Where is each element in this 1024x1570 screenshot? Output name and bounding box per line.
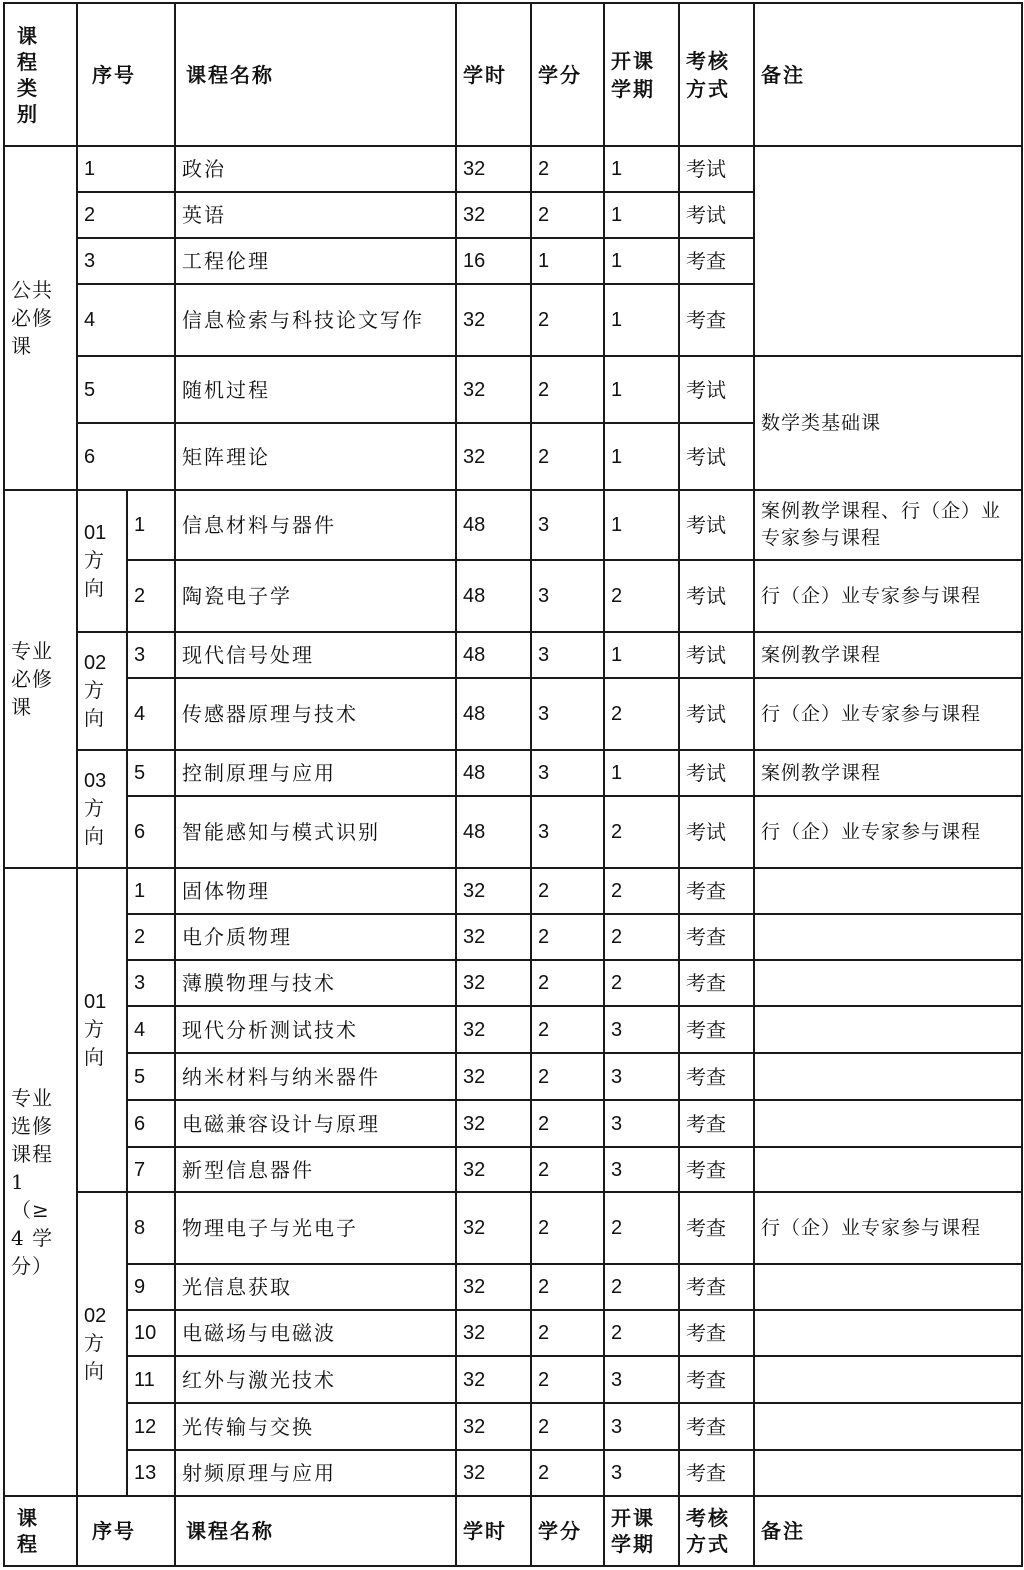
course-credits: 3 bbox=[531, 750, 604, 796]
course-term: 1 bbox=[604, 192, 679, 238]
table-row bbox=[4, 356, 1022, 423]
course-no: 8 bbox=[127, 1192, 175, 1264]
course-no: 3 bbox=[127, 632, 175, 678]
course-no: 4 bbox=[127, 1006, 175, 1053]
course-note bbox=[754, 868, 1022, 914]
course-name: 矩阵理论 bbox=[175, 423, 456, 490]
course-no: 12 bbox=[127, 1403, 175, 1450]
course-term: 3 bbox=[604, 1053, 679, 1100]
header-term bbox=[604, 3, 679, 146]
math-note: 数学类基础课 bbox=[754, 356, 1022, 490]
course-exam: 考查 bbox=[679, 1100, 754, 1147]
course-exam: 考查 bbox=[679, 1403, 754, 1450]
course-name: 薄膜物理与技术 bbox=[175, 960, 456, 1006]
category-public bbox=[4, 146, 77, 490]
header-row bbox=[4, 3, 1022, 146]
footer-header-term bbox=[604, 1496, 679, 1566]
course-name: 工程伦理 bbox=[175, 238, 456, 284]
course-note: 案例教学课程、行（企）业专家参与课程 bbox=[754, 490, 1022, 560]
course-note bbox=[754, 1356, 1022, 1403]
header-exam-label: 考核 方式 bbox=[686, 48, 730, 101]
course-note: 案例教学课程 bbox=[754, 750, 1022, 796]
table-row bbox=[4, 1192, 1022, 1264]
course-term: 2 bbox=[604, 960, 679, 1006]
course-hours: 32 bbox=[456, 1053, 531, 1100]
course-name: 政治 bbox=[175, 146, 456, 192]
course-credits: 3 bbox=[531, 632, 604, 678]
course-note bbox=[754, 960, 1022, 1006]
course-name: 智能感知与模式识别 bbox=[175, 796, 456, 868]
table-row bbox=[4, 1403, 1022, 1450]
course-term: 2 bbox=[604, 1310, 679, 1356]
course-note bbox=[754, 1053, 1022, 1100]
header-index-label: 序号 bbox=[92, 62, 136, 87]
course-note: 行（企）业专家参与课程 bbox=[754, 678, 1022, 750]
course-hours: 32 bbox=[456, 284, 531, 356]
course-name: 陶瓷电子学 bbox=[175, 560, 456, 632]
course-no: 10 bbox=[127, 1310, 175, 1356]
course-credits: 3 bbox=[531, 796, 604, 868]
course-credits: 2 bbox=[531, 1192, 604, 1264]
course-hours: 32 bbox=[456, 1310, 531, 1356]
course-term: 1 bbox=[604, 490, 679, 560]
course-credits: 3 bbox=[531, 560, 604, 632]
course-hours: 48 bbox=[456, 796, 531, 868]
course-exam: 考试 bbox=[679, 146, 754, 192]
course-credits: 3 bbox=[531, 490, 604, 560]
course-term: 3 bbox=[604, 1006, 679, 1053]
table-row bbox=[4, 796, 1022, 868]
footer-header-index bbox=[77, 1496, 175, 1566]
course-name: 纳米材料与纳米器件 bbox=[175, 1053, 456, 1100]
table-row bbox=[4, 560, 1022, 632]
course-name: 红外与激光技术 bbox=[175, 1356, 456, 1403]
table-row bbox=[4, 868, 1022, 914]
course-term: 3 bbox=[604, 1403, 679, 1450]
course-exam: 考试 bbox=[679, 678, 754, 750]
category-major-required bbox=[4, 490, 77, 868]
course-term: 3 bbox=[604, 1147, 679, 1192]
course-term: 2 bbox=[604, 1264, 679, 1310]
course-term: 1 bbox=[604, 284, 679, 356]
header-credits bbox=[531, 3, 604, 146]
course-exam: 考试 bbox=[679, 796, 754, 868]
course-exam: 考试 bbox=[679, 423, 754, 490]
course-term: 2 bbox=[604, 796, 679, 868]
course-no: 4 bbox=[77, 284, 175, 356]
course-no: 7 bbox=[127, 1147, 175, 1192]
course-hours: 32 bbox=[456, 868, 531, 914]
course-hours: 32 bbox=[456, 1264, 531, 1310]
table-row bbox=[4, 1053, 1022, 1100]
course-name: 传感器原理与技术 bbox=[175, 678, 456, 750]
course-no: 1 bbox=[77, 146, 175, 192]
course-note bbox=[754, 914, 1022, 960]
course-note bbox=[754, 1147, 1022, 1192]
table-row bbox=[4, 632, 1022, 678]
footer-header-category-label: 课 程 bbox=[17, 1506, 39, 1556]
course-no: 2 bbox=[127, 914, 175, 960]
direction-cell bbox=[77, 632, 127, 750]
course-name: 现代分析测试技术 bbox=[175, 1006, 456, 1053]
course-term: 2 bbox=[604, 914, 679, 960]
header-category bbox=[4, 3, 77, 146]
course-exam: 考试 bbox=[679, 356, 754, 423]
course-credits: 2 bbox=[531, 1403, 604, 1450]
course-no: 6 bbox=[77, 423, 175, 490]
direction-cell bbox=[77, 750, 127, 868]
footer-header-category bbox=[4, 1496, 77, 1566]
category-major-elective bbox=[4, 868, 77, 1496]
table-row bbox=[4, 1100, 1022, 1147]
course-credits: 2 bbox=[531, 356, 604, 423]
header-credits-label: 学分 bbox=[538, 62, 582, 87]
table-row bbox=[4, 1147, 1022, 1192]
course-name: 现代信号处理 bbox=[175, 632, 456, 678]
footer-header-name-label: 课程名称 bbox=[186, 1519, 274, 1543]
course-exam: 考查 bbox=[679, 914, 754, 960]
course-hours: 32 bbox=[456, 1192, 531, 1264]
course-credits: 2 bbox=[531, 1100, 604, 1147]
footer-header-hours-label: 学时 bbox=[463, 1519, 507, 1543]
course-credits: 2 bbox=[531, 868, 604, 914]
course-no: 6 bbox=[127, 796, 175, 868]
course-term: 2 bbox=[604, 1192, 679, 1264]
direction-cell bbox=[77, 1192, 127, 1496]
course-exam: 考查 bbox=[679, 238, 754, 284]
course-exam: 考查 bbox=[679, 960, 754, 1006]
course-hours: 48 bbox=[456, 632, 531, 678]
direction-label: 02 方 向 bbox=[84, 1305, 107, 1383]
table-row bbox=[4, 1006, 1022, 1053]
course-no: 5 bbox=[127, 1053, 175, 1100]
course-hours: 32 bbox=[456, 914, 531, 960]
footer-header-exam bbox=[679, 1496, 754, 1566]
course-hours: 48 bbox=[456, 560, 531, 632]
course-credits: 3 bbox=[531, 678, 604, 750]
footer-header-credits bbox=[531, 1496, 604, 1566]
course-name: 物理电子与光电子 bbox=[175, 1192, 456, 1264]
course-exam: 考查 bbox=[679, 1053, 754, 1100]
course-exam: 考试 bbox=[679, 750, 754, 796]
course-term: 1 bbox=[604, 238, 679, 284]
course-credits: 2 bbox=[531, 1147, 604, 1192]
course-no: 4 bbox=[127, 678, 175, 750]
course-no: 13 bbox=[127, 1450, 175, 1496]
course-term: 1 bbox=[604, 632, 679, 678]
course-note: 行（企）业专家参与课程 bbox=[754, 1192, 1022, 1264]
course-note bbox=[754, 1450, 1022, 1496]
course-term: 1 bbox=[604, 146, 679, 192]
course-term: 2 bbox=[604, 678, 679, 750]
course-name: 控制原理与应用 bbox=[175, 750, 456, 796]
course-no: 11 bbox=[127, 1356, 175, 1403]
course-no: 6 bbox=[127, 1100, 175, 1147]
header-index bbox=[77, 3, 175, 146]
header-hours-label: 学时 bbox=[463, 62, 507, 87]
course-note-empty bbox=[754, 146, 1022, 356]
course-credits: 2 bbox=[531, 192, 604, 238]
direction-cell bbox=[77, 868, 127, 1192]
header-name bbox=[175, 3, 456, 146]
course-no: 3 bbox=[127, 960, 175, 1006]
course-term: 3 bbox=[604, 1450, 679, 1496]
course-credits: 2 bbox=[531, 1006, 604, 1053]
footer-header-credits-label: 学分 bbox=[538, 1519, 582, 1543]
course-credits: 2 bbox=[531, 960, 604, 1006]
course-hours: 48 bbox=[456, 678, 531, 750]
direction-label: 01 方 向 bbox=[84, 991, 107, 1069]
header-category-label: 课 程 类 别 bbox=[17, 23, 39, 126]
course-credits: 2 bbox=[531, 1356, 604, 1403]
header-notes bbox=[754, 3, 1022, 146]
course-no: 5 bbox=[77, 356, 175, 423]
course-name: 英语 bbox=[175, 192, 456, 238]
course-hours: 32 bbox=[456, 1450, 531, 1496]
course-note bbox=[754, 1310, 1022, 1356]
course-no: 5 bbox=[127, 750, 175, 796]
course-term: 3 bbox=[604, 1100, 679, 1147]
direction-label: 02 方 向 bbox=[84, 652, 107, 730]
header-term-label: 开课 学期 bbox=[611, 48, 655, 101]
course-term: 3 bbox=[604, 1356, 679, 1403]
course-credits: 2 bbox=[531, 423, 604, 490]
table-row bbox=[4, 1264, 1022, 1310]
footer-header-row bbox=[4, 1496, 1022, 1566]
course-exam: 考试 bbox=[679, 632, 754, 678]
category-public-label: 公共 必修 课 bbox=[11, 278, 53, 358]
table-row bbox=[4, 490, 1022, 560]
course-exam: 考查 bbox=[679, 868, 754, 914]
course-name: 电介质物理 bbox=[175, 914, 456, 960]
course-credits: 2 bbox=[531, 146, 604, 192]
curriculum-table bbox=[3, 2, 1023, 1567]
table-row bbox=[4, 1450, 1022, 1496]
course-no: 9 bbox=[127, 1264, 175, 1310]
course-note: 行（企）业专家参与课程 bbox=[754, 560, 1022, 632]
footer-header-hours bbox=[456, 1496, 531, 1566]
course-hours: 16 bbox=[456, 238, 531, 284]
table-row bbox=[4, 1356, 1022, 1403]
footer-header-notes-label: 备注 bbox=[761, 1519, 805, 1543]
course-hours: 32 bbox=[456, 960, 531, 1006]
course-exam: 考查 bbox=[679, 1356, 754, 1403]
table-row bbox=[4, 146, 1022, 192]
course-exam: 考查 bbox=[679, 1192, 754, 1264]
course-name: 新型信息器件 bbox=[175, 1147, 456, 1192]
table-row bbox=[4, 678, 1022, 750]
course-exam: 考查 bbox=[679, 1006, 754, 1053]
course-hours: 32 bbox=[456, 356, 531, 423]
course-credits: 2 bbox=[531, 284, 604, 356]
course-exam: 考查 bbox=[679, 1310, 754, 1356]
table-row bbox=[4, 960, 1022, 1006]
course-no: 1 bbox=[127, 490, 175, 560]
direction-label: 01 方 向 bbox=[84, 522, 107, 600]
table-row bbox=[4, 1310, 1022, 1356]
course-credits: 2 bbox=[531, 1310, 604, 1356]
direction-cell bbox=[77, 490, 127, 632]
course-name: 电磁兼容设计与原理 bbox=[175, 1100, 456, 1147]
header-hours bbox=[456, 3, 531, 146]
course-note bbox=[754, 1264, 1022, 1310]
course-term: 2 bbox=[604, 560, 679, 632]
course-name: 光传输与交换 bbox=[175, 1403, 456, 1450]
direction-label: 03 方 向 bbox=[84, 770, 107, 848]
header-notes-label: 备注 bbox=[761, 62, 805, 87]
course-no: 2 bbox=[127, 560, 175, 632]
course-hours: 32 bbox=[456, 423, 531, 490]
course-credits: 2 bbox=[531, 914, 604, 960]
course-no: 2 bbox=[77, 192, 175, 238]
footer-header-name bbox=[175, 1496, 456, 1566]
footer-header-notes bbox=[754, 1496, 1022, 1566]
header-exam bbox=[679, 3, 754, 146]
category-major-required-label: 专业 必修 课 bbox=[11, 639, 53, 719]
course-note bbox=[754, 1100, 1022, 1147]
course-exam: 考试 bbox=[679, 192, 754, 238]
course-name: 信息检索与科技论文写作 bbox=[175, 284, 456, 356]
course-hours: 32 bbox=[456, 146, 531, 192]
course-hours: 32 bbox=[456, 1356, 531, 1403]
course-term: 1 bbox=[604, 423, 679, 490]
course-no: 3 bbox=[77, 238, 175, 284]
course-note bbox=[754, 1006, 1022, 1053]
course-note: 案例教学课程 bbox=[754, 632, 1022, 678]
course-name: 光信息获取 bbox=[175, 1264, 456, 1310]
course-note: 行（企）业专家参与课程 bbox=[754, 796, 1022, 868]
course-exam: 考查 bbox=[679, 1147, 754, 1192]
course-term: 2 bbox=[604, 868, 679, 914]
table-row bbox=[4, 914, 1022, 960]
course-hours: 32 bbox=[456, 1006, 531, 1053]
course-hours: 48 bbox=[456, 750, 531, 796]
course-exam: 考试 bbox=[679, 490, 754, 560]
course-term: 1 bbox=[604, 356, 679, 423]
course-name: 信息材料与器件 bbox=[175, 490, 456, 560]
course-exam: 考查 bbox=[679, 1450, 754, 1496]
course-name: 射频原理与应用 bbox=[175, 1450, 456, 1496]
course-exam: 考查 bbox=[679, 1264, 754, 1310]
course-name: 电磁场与电磁波 bbox=[175, 1310, 456, 1356]
course-note bbox=[754, 1403, 1022, 1450]
course-hours: 32 bbox=[456, 1100, 531, 1147]
course-no: 1 bbox=[127, 868, 175, 914]
footer-header-index-label: 序号 bbox=[92, 1519, 136, 1543]
course-hours: 32 bbox=[456, 192, 531, 238]
header-name-label: 课程名称 bbox=[186, 62, 274, 87]
course-credits: 2 bbox=[531, 1053, 604, 1100]
course-name: 随机过程 bbox=[175, 356, 456, 423]
course-credits: 2 bbox=[531, 1450, 604, 1496]
course-credits: 2 bbox=[531, 1264, 604, 1310]
course-hours: 32 bbox=[456, 1403, 531, 1450]
table-row bbox=[4, 750, 1022, 796]
course-hours: 32 bbox=[456, 1147, 531, 1192]
course-exam: 考试 bbox=[679, 560, 754, 632]
course-hours: 48 bbox=[456, 490, 531, 560]
footer-header-term-label: 开课 学期 bbox=[611, 1506, 655, 1556]
category-major-elective-label: 专业 选修 课程 1 （≥ 4 学 分） bbox=[11, 1086, 54, 1278]
course-name: 固体物理 bbox=[175, 868, 456, 914]
course-term: 1 bbox=[604, 750, 679, 796]
course-credits: 1 bbox=[531, 238, 604, 284]
footer-header-exam-label: 考核 方式 bbox=[686, 1506, 730, 1556]
course-exam: 考查 bbox=[679, 284, 754, 356]
